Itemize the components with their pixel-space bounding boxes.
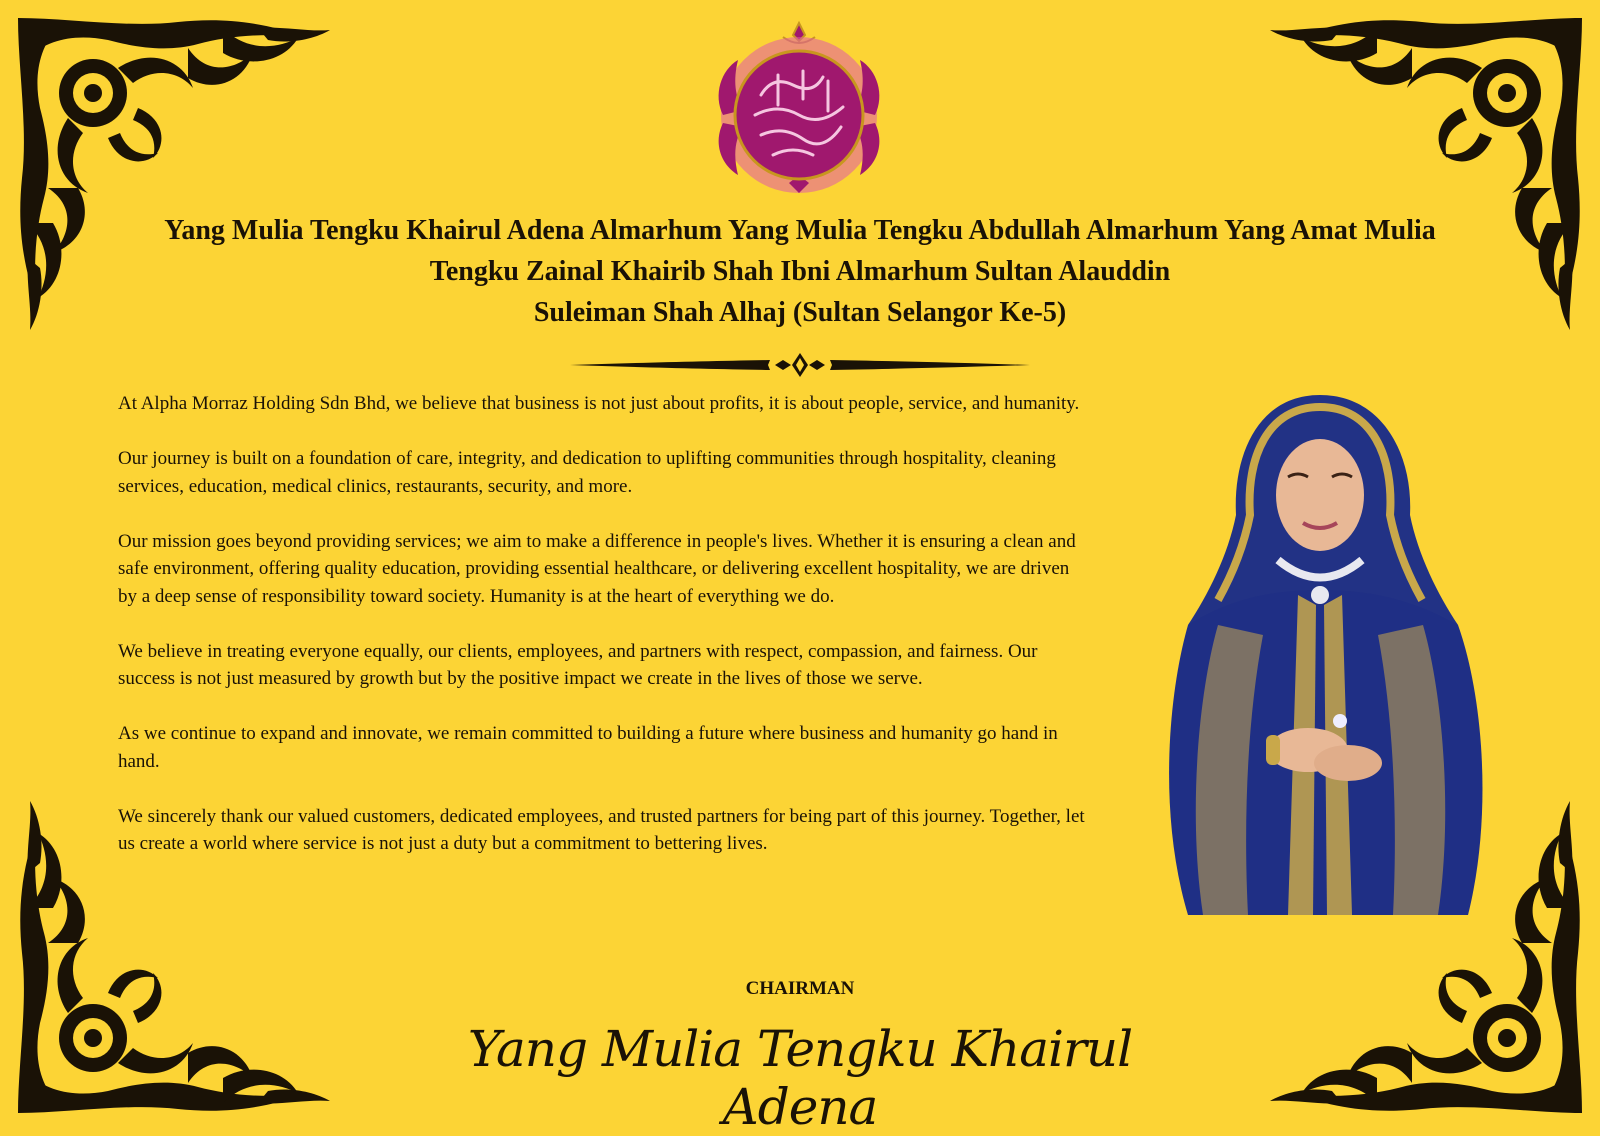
chairman-portrait [1148,395,1493,940]
title-line-3: Suleiman Shah Alhaj (Sultan Selangor Ke-5) [533,297,1067,328]
paragraph: We sincerely thank our valued customers, dedicated employees, and trusted partners for being part of this journey. Together, let us create a world where service is not just a duty but a commitment to bettering lives. [118,805,1085,854]
message-body [118,390,1088,885]
title-line-2: Tengku Zainal Khairib Shah Ibni Almarhum Sultan Alauddin [429,256,1171,287]
calligraphy-emblem-icon [703,15,895,205]
paragraph: At Alpha Morraz Holding Sdn Bhd, we believe that business is not just about profits, it is about people, service, and humanity. [118,393,1080,414]
signatory-role: CHAIRMAN [745,978,855,999]
title-line-1: Yang Mulia Tengku Khairul Adena Almarhum Yang Mulia Tengku Abdullah Almarhum Yang Amat Mulia [164,215,1436,246]
page-title [120,210,1480,333]
ornamental-divider [570,352,1030,378]
paragraph: Our mission goes beyond providing services; we aim to make a difference in people's lives. Whether it is ensuring a clean and safe environment, offering quality education, providing essential healthcare, or delivering excellent hospitality, we are driven by a deep sense of responsibility toward society. Humanity is at the heart of everything we do. [118,530,1076,607]
paragraph: We believe in treating everyone equally, our clients, employees, and partners with respect, compassion, and fairness. Our success is not just measured by growth but by the positive impact we create in the lives of those we serve. [118,640,1038,689]
paragraph: Our journey is built on a foundation of care, integrity, and dedication to uplifting communities through hospitality, cleaning services, education, medical clinics, restaurants, security, and more. [118,448,1056,497]
signature: Yang Mulia Tengku Khairul Adena [467,1020,1133,1136]
paragraph: As we continue to expand and innovate, we remain committed to building a future where business and humanity go hand in hand. [118,723,1058,772]
